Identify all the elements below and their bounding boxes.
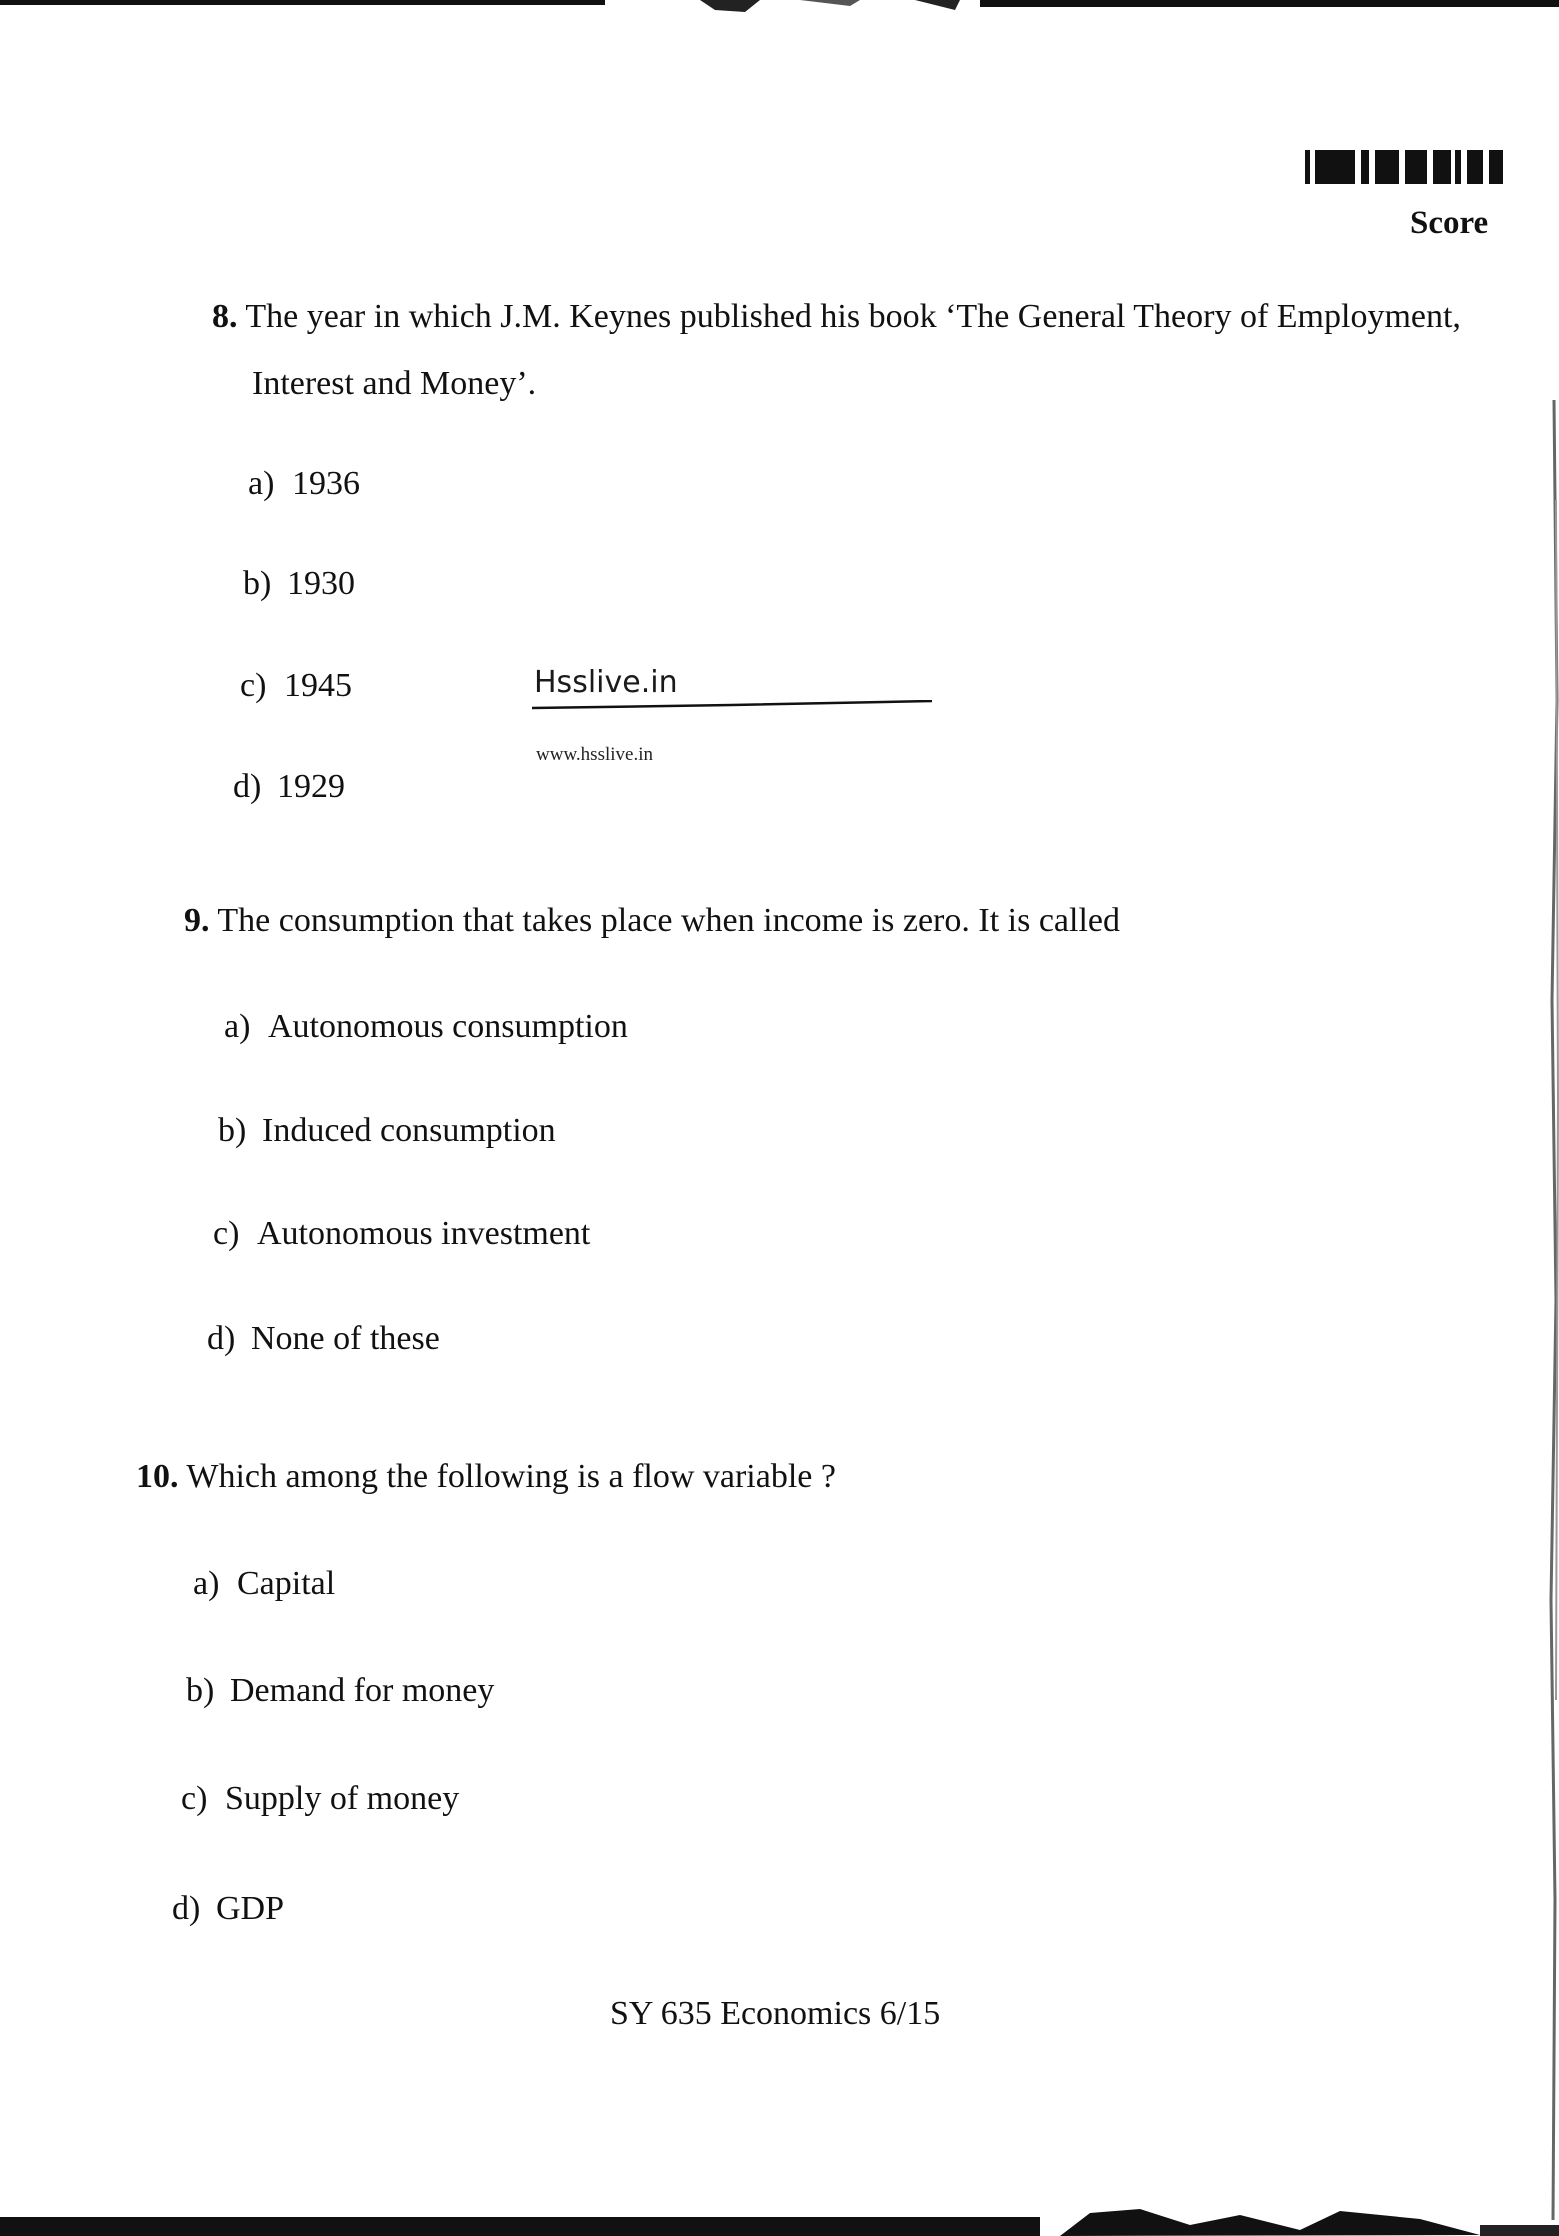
option-10b: b) Demand for money <box>186 1672 495 1709</box>
question-text: The consumption that takes place when income is zero. It is called <box>217 902 1120 939</box>
option-9a: a) Autonomous consumption <box>224 1008 628 1045</box>
question-text-line2: Interest and Money’. <box>252 365 537 402</box>
barcode <box>1305 150 1503 184</box>
scan-top-border <box>0 0 1559 14</box>
page-footer: SY 635 Economics 6/15 <box>610 1995 941 2032</box>
question-9 <box>184 902 1120 940</box>
question-number: 8. <box>212 298 238 335</box>
option-10c: c) Supply of money <box>181 1780 460 1817</box>
option-8b: b) 1930 <box>243 565 355 602</box>
question-text: Which among the following is a flow variable ? <box>186 1458 836 1495</box>
option-9d: d) None of these <box>207 1320 440 1357</box>
question-number: 10. <box>136 1458 179 1495</box>
option-8a: a) 1936 <box>248 465 360 502</box>
option-9b: b) Induced consumption <box>218 1112 556 1149</box>
scan-bottom-border <box>0 2205 1559 2236</box>
option-10d: d) GDP <box>172 1890 285 1927</box>
watermark-url: www.hsslive.in <box>536 744 653 765</box>
question-text: The year in which J.M. Keynes published his book ‘The General Theory of Employment, <box>245 298 1461 335</box>
question-10 <box>136 1458 836 1496</box>
watermark-underline <box>532 700 932 710</box>
option-8c: c) 1945 <box>240 667 352 704</box>
option-10a: a) Capital <box>193 1565 336 1602</box>
score-label: Score <box>1410 205 1489 241</box>
option-9c: c) Autonomous investment <box>213 1215 591 1252</box>
scan-right-edge <box>1536 400 1559 2220</box>
watermark-site: Hsslive.in <box>534 665 678 700</box>
option-8d: d) 1929 <box>233 768 345 805</box>
question-8 <box>212 298 1461 336</box>
question-number: 9. <box>184 902 210 939</box>
